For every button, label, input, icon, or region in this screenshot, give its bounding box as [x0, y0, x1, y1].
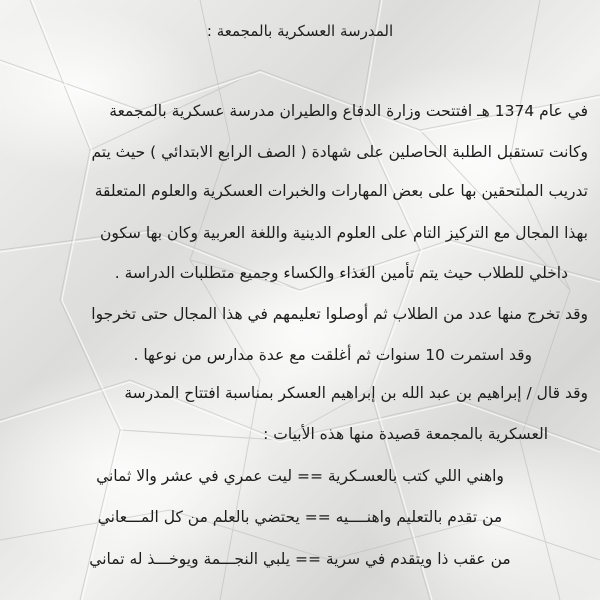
paragraph-line-3: تدريب الملتحقين بها على بعض المهارات والخبرات العسكرية والعلوم المتعلقة — [94, 182, 588, 200]
paragraph-line-8: وقد قال / إبراهيم بن عبد الله بن إبراهيم العسكر بمناسبة افتتاح المدرسة — [124, 384, 588, 402]
poem-line-2: من تقدم بالتعليم واهنــــيه == يحتضي بالعلم من كل المـــعاني — [97, 508, 503, 526]
paragraph-line-7: وقد استمرت 10 سنوات ثم أغلقت مع عدة مدارس من نوعها . — [133, 346, 532, 364]
paragraph-line-2: وكانت تستقبل الطلبة الحاصلين على شهادة ( الصف الرابع الابتدائي ) حيث يتم — [91, 143, 588, 161]
paragraph-line-6: وقد تخرج منها عدد من الطلاب ثم أوصلوا تعليمهم في هذا المجال حتى تخرجوا — [91, 305, 588, 323]
poem-line-1: واهني اللي كتب بالعسـكرية == ليت عمري في عشر والا ثماني — [96, 467, 504, 485]
poem-line-3: من عقب ذا ويتقدم في سرية == يلبي النجـــمة ويوخـــذ له تماني — [89, 550, 511, 568]
paragraph-line-4: بهذا المجال مع التركيز التام على العلوم الدينية واللغة العربية وكان بها سكون — [99, 224, 588, 242]
paragraph-line-1: في عام 1374 هـ افتتحت وزارة الدفاع والطيران مدرسة عسكرية بالمجمعة — [109, 102, 588, 120]
document-title: المدرسة العسكرية بالمجمعة : — [206, 22, 394, 40]
paragraph-line-9: العسكرية بالمجمعة قصيدة منها هذه الأبيات : — [263, 425, 548, 443]
paragraph-line-5: داخلي للطلاب حيث يتم تأمين الغذاء والكساء وجميع متطلبات الدراسة . — [114, 264, 568, 282]
